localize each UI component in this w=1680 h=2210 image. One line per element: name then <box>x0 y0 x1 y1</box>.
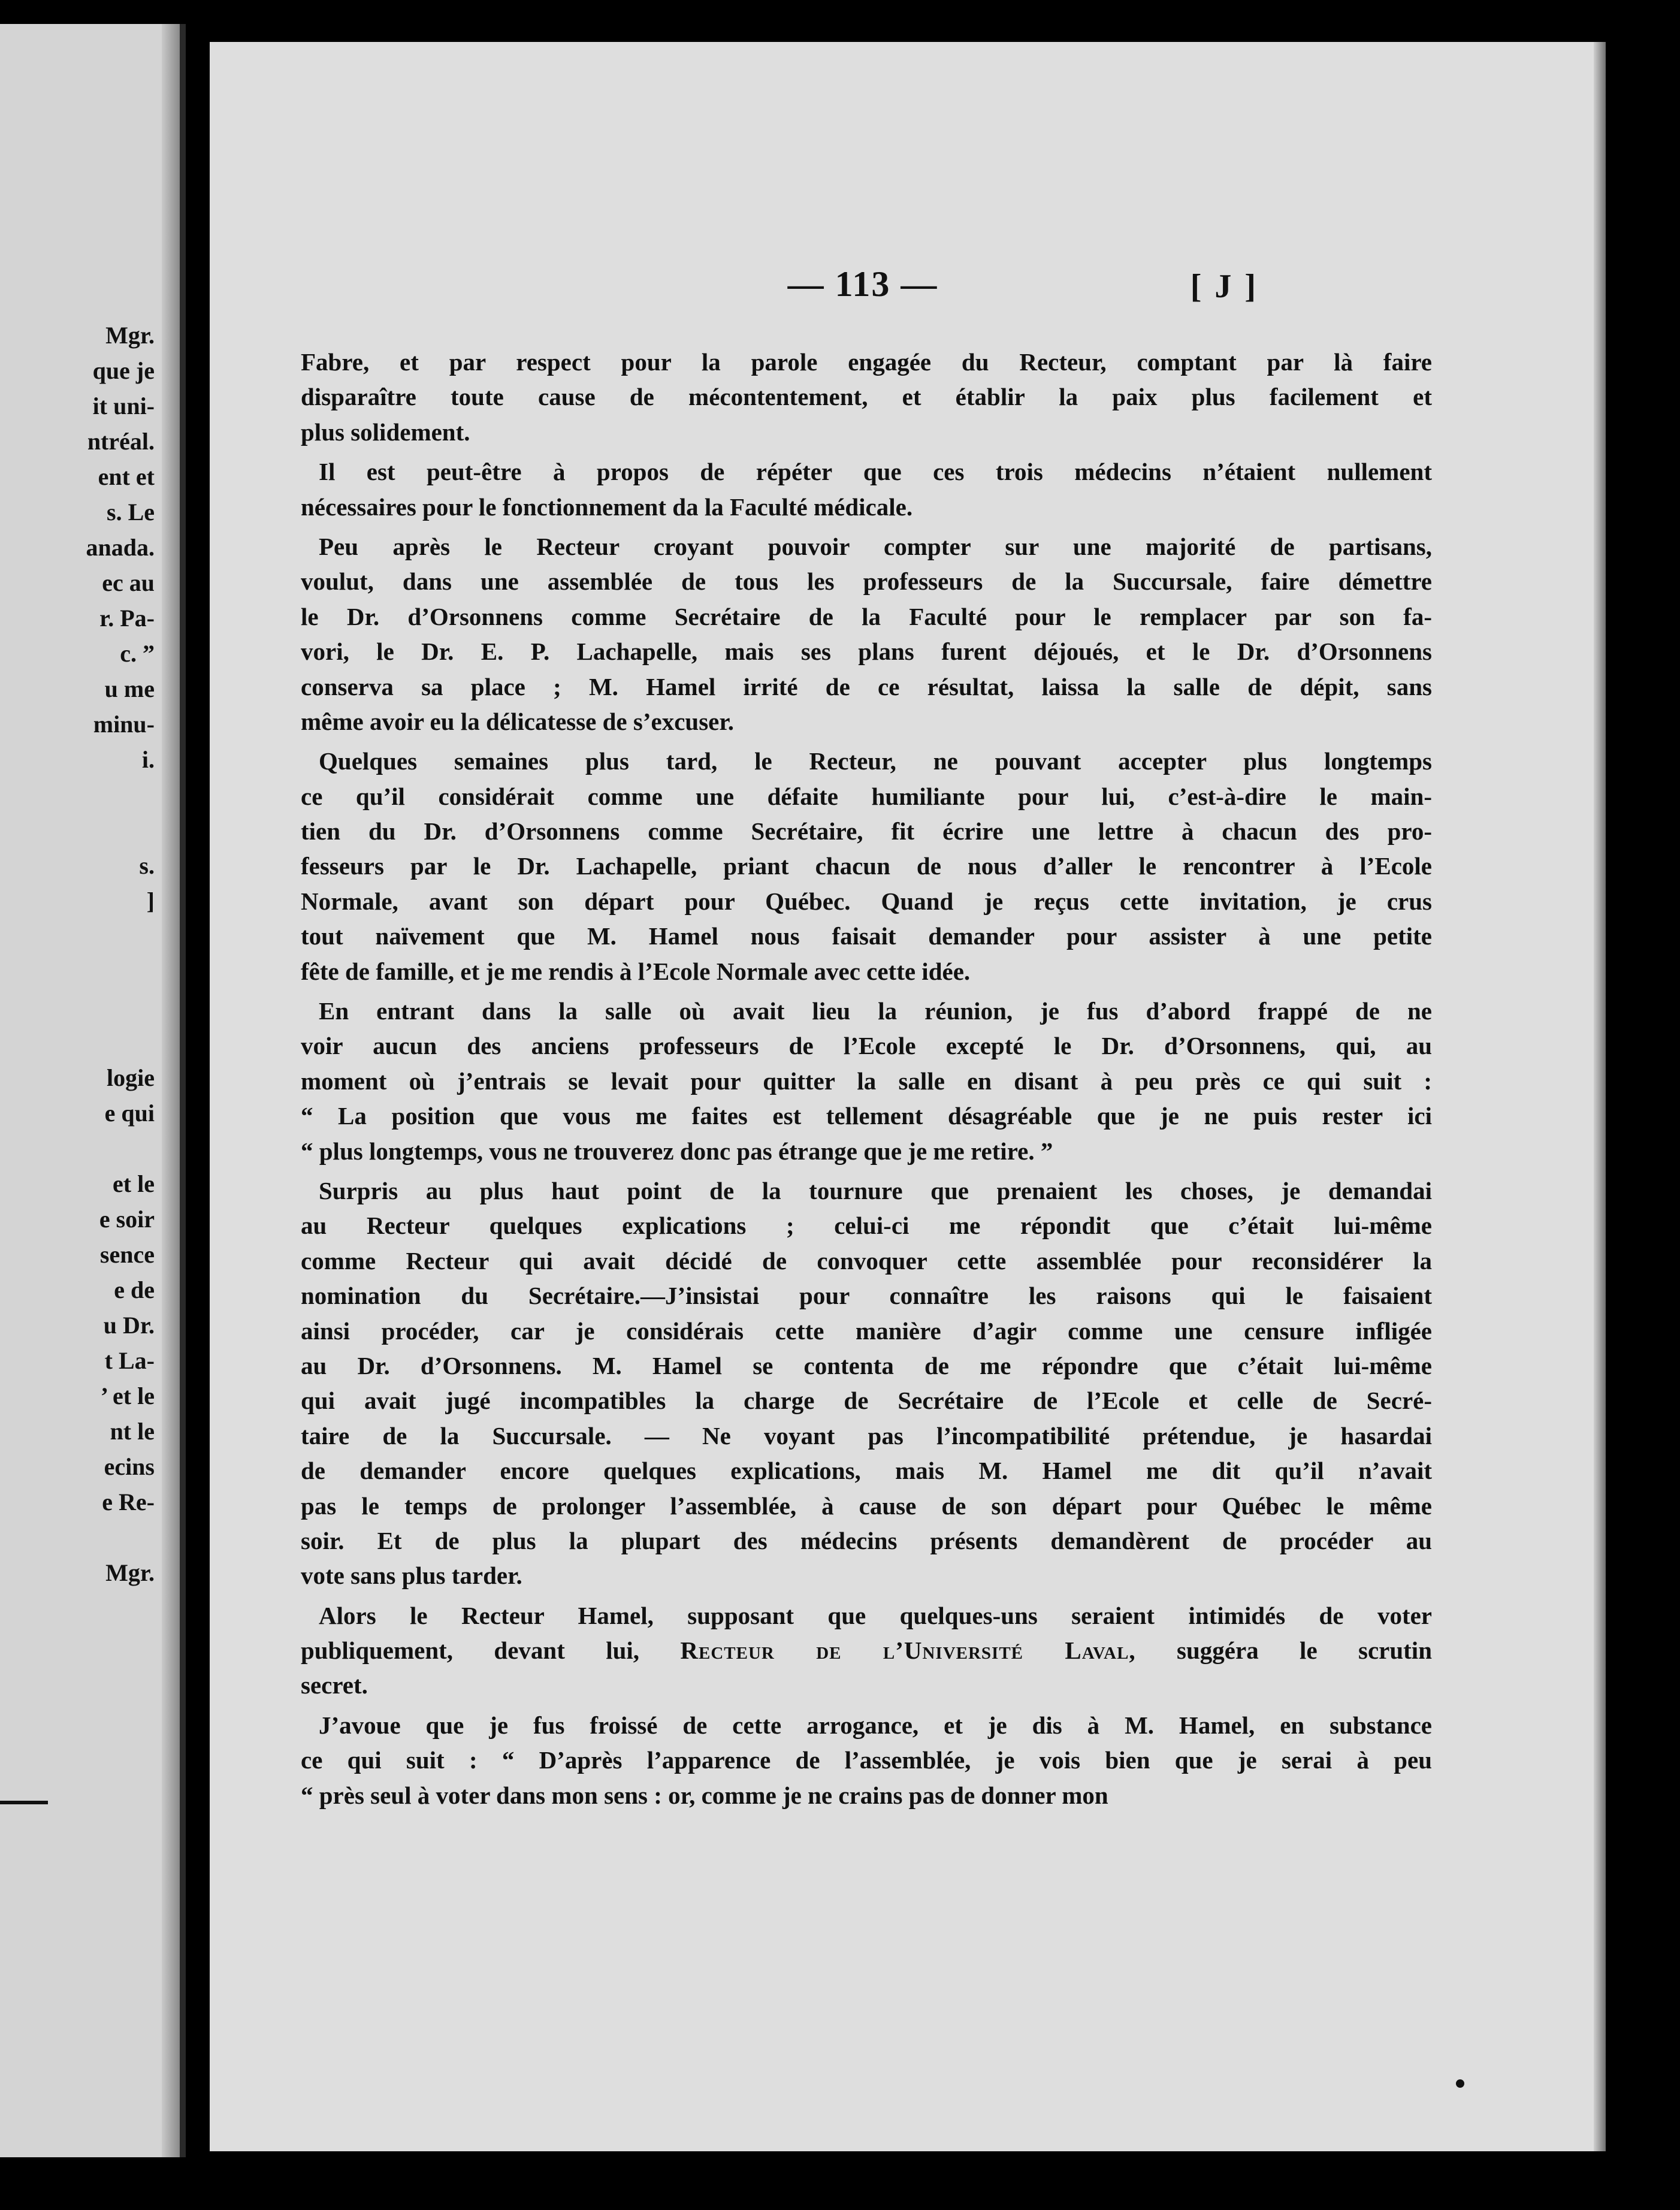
text-line: ce qui suit : “ D’après l’apparence de l’assemblée, je vois bien que je serai à peu <box>301 1746 1432 1774</box>
left-page-line: e soir <box>99 1206 155 1233</box>
text-line: Fabre, et par respect pour la parole engagée du Recteur, comptant par là faire <box>301 348 1432 376</box>
paragraph <box>301 994 1432 1169</box>
text-line: vori, le Dr. E. P. Lachapelle, mais ses plans furent déjoués, et le Dr. d’Orsonnens <box>301 638 1432 666</box>
left-page-line: logie <box>107 1064 155 1091</box>
text-line: disparaître toute cause de mécontentement, et établir la paix plus facilement et <box>301 383 1432 411</box>
text-line: ainsi procéder, car je considérais cette manière d’agir comme une censure infligée <box>301 1317 1432 1345</box>
text-line: secret. <box>301 1671 368 1699</box>
text-line: Peu après le Recteur croyant pouvoir compter sur une majorité de partisans, <box>319 532 1432 560</box>
text-fragment: publiquement, devant lui, <box>301 1637 681 1665</box>
left-page-line: c. ” <box>120 640 155 667</box>
paragraph-gap <box>301 1703 1432 1708</box>
left-page-line: ’ et le <box>100 1382 155 1409</box>
page-number: — 113 — <box>787 264 938 304</box>
paragraph-gap <box>301 1813 1432 1817</box>
main-page <box>210 42 1600 2151</box>
text-line: nécessaires pour le fonctionnement da la Faculté médicale. <box>301 493 913 521</box>
left-page-line: ecins <box>104 1453 155 1480</box>
paragraph-gap <box>301 989 1432 994</box>
text-line: le Dr. d’Orsonnens comme Secrétaire de la Faculté pour le remplacer par son fa- <box>301 602 1432 630</box>
text-line: moment où j’entrais se levait pour quitter la salle en disant à peu près ce qui suit : <box>301 1067 1432 1095</box>
left-page-line: sence <box>99 1241 155 1268</box>
text-line: ce qu’il considérait comme une défaite humiliante pour lui, c’est-à-dire le main- <box>301 782 1432 810</box>
text-line: pas le temps de prolonger l’assemblée, à cause de son départ pour Québec le même <box>301 1492 1432 1520</box>
left-page-line: r. Pa- <box>99 605 155 632</box>
text-line: comme Recteur qui avait décidé de convoquer cette assemblée pour reconsidérer la <box>301 1246 1432 1275</box>
text-line: J’avoue que je fus froissé de cette arrogance, et je dis à M. Hamel, en substance <box>319 1711 1432 1739</box>
left-page-line: t La- <box>104 1347 155 1374</box>
left-page-line: ec au <box>102 569 155 596</box>
text-line: même avoir eu la délicatesse de s’excuser. <box>301 707 735 735</box>
paragraph <box>301 529 1432 739</box>
text-line: Il est peut-être à propos de répéter que ces trois médecins n’étaient nullement <box>319 458 1432 486</box>
text-fragment: suggéra le scrutin <box>1135 1637 1432 1665</box>
text-line: vote sans plus tarder. <box>301 1562 522 1590</box>
left-page-line: e qui <box>104 1100 155 1127</box>
text-line: de demander encore quelques explications, mais M. Hamel me dit qu’il n’avait <box>301 1457 1432 1485</box>
page-gutter <box>162 24 180 2157</box>
left-page-line: it uni- <box>92 393 155 419</box>
text-line <box>301 1633 1432 1668</box>
text-line: voir aucun des anciens professeurs de l’Ecole excepté le Dr. d’Orsonnens, qui, au <box>301 1032 1432 1060</box>
left-page-line: et le <box>113 1170 155 1197</box>
page-edge <box>1594 42 1606 2151</box>
text-line: “ près seul à voter dans mon sens : or, comme je ne crains pas de donner mon <box>301 1781 1108 1809</box>
text-line: En entrant dans la salle où avait lieu la réunion, je fus d’abord frappé de ne <box>319 997 1432 1025</box>
paragraph <box>301 744 1432 989</box>
left-facing-page <box>0 24 186 2157</box>
ink-speck <box>1456 2079 1464 2088</box>
paragraph-gap <box>301 739 1432 744</box>
left-page-line: nt le <box>110 1418 155 1445</box>
small-caps-title: Recteur de l’Université Laval, <box>680 1637 1136 1665</box>
left-page-line: ] <box>146 887 155 914</box>
paragraph <box>301 1708 1432 1813</box>
paragraph <box>301 454 1432 524</box>
page-header <box>210 264 1600 312</box>
text-line: soir. Et de plus la plupart des médecins présents demandèrent de procéder au <box>301 1526 1432 1554</box>
paragraph <box>301 1598 1432 1703</box>
text-line: au Recteur quelques explications ; celui-ci me répondit que c’était lui-même <box>301 1212 1432 1240</box>
text-line: Quelques semaines plus tard, le Recteur, ne pouvant accepter plus longtemps <box>319 747 1432 775</box>
text-line: Surpris au plus haut point de la tournure que prenaient les choses, je demandai <box>319 1176 1432 1204</box>
left-page-line: que je <box>92 357 155 384</box>
paragraph-gap <box>301 449 1432 454</box>
left-page-line: e de <box>114 1276 155 1303</box>
left-page-rule <box>0 1801 48 1804</box>
left-page-line: Mgr. <box>105 322 155 349</box>
left-page-line: anada. <box>86 534 155 561</box>
left-page-line: i. <box>141 746 155 773</box>
text-line: plus solidement. <box>301 418 470 446</box>
left-page-line: ntréal. <box>87 428 155 455</box>
text-line: Normale, avant son départ pour Québec. Quand je reçus cette invitation, je crus <box>301 887 1432 915</box>
text-line: fesseurs par le Dr. Lachapelle, priant chacun de nous d’aller le rencontrer à l’Ecole <box>301 852 1432 880</box>
text-line: tout naïvement que M. Hamel nous faisait demander pour assister à une petite <box>301 922 1432 950</box>
text-line: “ plus longtemps, vous ne trouverez donc pas étrange que je me retire. ” <box>301 1137 1053 1165</box>
left-page-line: s. Le <box>107 499 155 526</box>
left-page-line: ent et <box>98 463 155 490</box>
text-line: “ La position que vous me faites est tellement désagréable que je ne puis rester ici <box>301 1102 1432 1130</box>
left-page-line: minu- <box>93 711 155 738</box>
text-line: tien du Dr. d’Orsonnens comme Secrétaire, fit écrire une lettre à chacun des pro- <box>301 817 1432 846</box>
text-line: qui avait jugé incompatibles la charge de Secrétaire de l’Ecole et celle de Secré- <box>301 1387 1432 1415</box>
paragraph-gap <box>301 1169 1432 1173</box>
text-line: taire de la Succursale. — Ne voyant pas l’incompatibilité prétendue, je hasardai <box>301 1421 1432 1450</box>
signature-mark: [ J ] <box>1190 268 1258 305</box>
paragraph-gap <box>301 1593 1432 1598</box>
text-line: voulut, dans une assemblée de tous les professeurs de la Succursale, faire démettre <box>301 567 1432 596</box>
left-page-line: u me <box>104 675 155 702</box>
text-line: nomination du Secrétaire.—J’insistai pour connaître les raisons qui le faisaient <box>301 1282 1432 1310</box>
body-text <box>301 345 1432 1817</box>
paragraph <box>301 1173 1432 1593</box>
text-line: Alors le Recteur Hamel, supposant que quelques-uns seraient intimidés de voter <box>319 1601 1432 1629</box>
text-line: conserva sa place ; M. Hamel irrité de ce résultat, laissa la salle de dépit, sans <box>301 672 1432 701</box>
text-line: au Dr. d’Orsonnens. M. Hamel se contenta de me répondre que c’était lui-même <box>301 1351 1432 1379</box>
text-line: fête de famille, et je me rendis à l’Ecole Normale avec cette idée. <box>301 957 971 985</box>
left-page-line: u Dr. <box>103 1312 155 1339</box>
left-page-line: e Re- <box>102 1489 155 1515</box>
left-page-line: s. <box>139 852 155 879</box>
paragraph <box>301 345 1432 449</box>
paragraph-gap <box>301 524 1432 529</box>
left-page-line: Mgr. <box>105 1559 155 1586</box>
